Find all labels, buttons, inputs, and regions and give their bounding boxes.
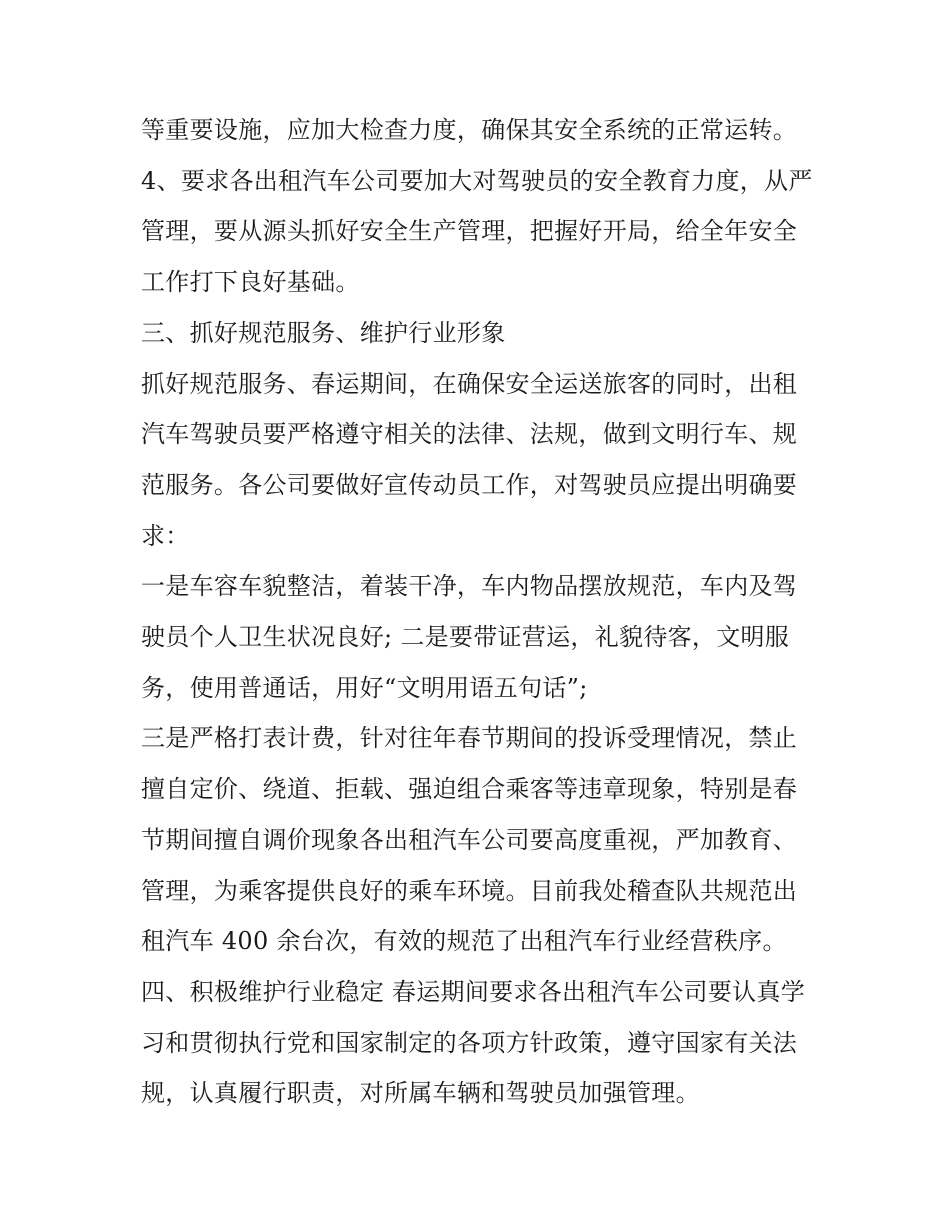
paragraph-service-requirements: 抓好规范服务、春运期间，在确保安全运送旅客的同时，出租汽车驾驶员要严格遵守相关的法律、法规，做到文明行车、规范服务。各公司要做好宣传动员工作，对驾驶员应提出明确要求： (141, 369, 798, 550)
paragraph-metered-fares: 三是严格打表计费，针对往年春节期间的投诉受理情况，禁止擅自定价、绕道、拒载、强迫组合乘客等违章现象，特别是春节期间擅自调价现象各出租汽车公司要高度重视，严加教育、管理，为乘客提供良好的乘车环境。目前我处稽查队共规范出租汽车 400 余台次，有效的规范了出租汽车行业经营秩序。 (141, 724, 798, 956)
paragraph-industry-stability: 四、积极维护行业稳定 春运期间要求各出租汽车公司要认真学习和贯彻执行党和国家制定的各项方针政策，遵守国家有关法规，认真履行职责，对所属车辆和驾驶员加强管理。 (141, 977, 806, 1108)
paragraph-facility-check: 等重要设施，应加大检查力度，确保其安全系统的正常运转。 (141, 116, 798, 144)
paragraph-vehicle-appearance: 一是车容车貌整洁，着装干净，车内物品摆放规范，车内及驾驶员个人卫生状况良好; 二是要带证营运，礼貌待客，文明服务，使用普通话，用好“文明用语五句话”; (141, 572, 798, 702)
paragraph-driver-safety: 4、要求各出租汽车公司要加大对驾驶员的安全教育力度，从严管理，要从源头抓好安全生产管理，把握好开局，给全年安全工作打下良好基础。 (141, 166, 813, 297)
section-heading-service: 三、抓好规范服务、维护行业形象 (141, 318, 506, 347)
document-body (141, 105, 821, 1119)
